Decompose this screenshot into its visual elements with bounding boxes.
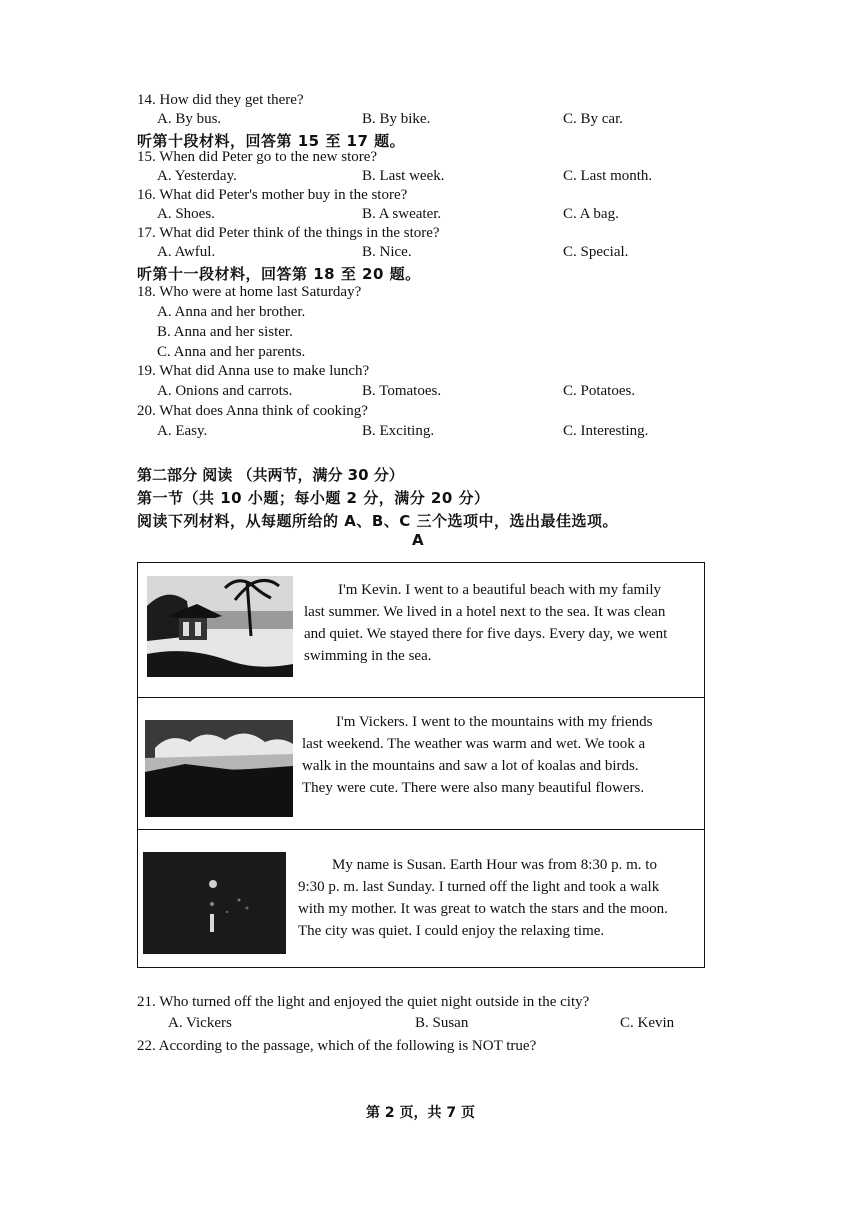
vickers-line-4: They were cute. There were also many beautiful flowers. [302, 780, 645, 796]
q15-option-b: B. Last week. [362, 168, 445, 184]
part-two-heading: 第二部分 阅读 （共两节，满分 30 分） [137, 466, 404, 484]
q16-option-a: A. Shoes. [157, 206, 215, 222]
q15-option-c: C. Last month. [563, 168, 653, 184]
question-20: 20. What does Anna think of cooking? [137, 403, 368, 419]
q18-option-a: A. Anna and her brother. [157, 304, 306, 320]
mountain-photo [145, 720, 293, 817]
kevin-line-1: I'm Kevin. I went to a beautiful beach with my family [338, 582, 662, 598]
q16-option-b: B. A sweater. [362, 206, 442, 222]
section-one-heading: 第一节（共 10 小题；每小题 2 分，满分 20 分） [137, 489, 490, 507]
q14-option-a: A. By bus. [157, 111, 222, 127]
beach-photo [147, 576, 293, 677]
q20-option-a: A. Easy. [157, 423, 208, 439]
question-18: 18. Who were at home last Saturday? [137, 284, 362, 300]
q19-option-b: B. Tomatoes. [362, 383, 442, 399]
question-17: 17. What did Peter think of the things in the store? [137, 225, 440, 241]
question-22: 22. According to the passage, which of the following is NOT true? [137, 1038, 537, 1054]
q17-option-b: B. Nice. [362, 244, 412, 260]
q19-option-a: A. Onions and carrots. [157, 383, 293, 399]
susan-line-2: 9:30 p. m. last Sunday. I turned off the light and took a walk [298, 879, 660, 895]
vickers-line-3: walk in the mountains and saw a lot of koalas and birds. [302, 758, 639, 774]
question-15: 15. When did Peter go to the new store? [137, 149, 378, 165]
vickers-line-2: last weekend. The weather was warm and wet. We took a [302, 736, 646, 752]
passage-row-vickers [138, 697, 704, 829]
q20-option-c: C. Interesting. [563, 423, 649, 439]
vickers-line-1: I'm Vickers. I went to the mountains with my friends [336, 714, 653, 730]
question-21: 21. Who turned off the light and enjoyed the quiet night outside in the city? [137, 994, 590, 1010]
q18-option-c: C. Anna and her parents. [157, 344, 306, 360]
susan-line-4: The city was quiet. I could enjoy the relaxing time. [298, 923, 605, 939]
reading-instruction: 阅读下列材料，从每题所给的 A、B、C 三个选项中，选出最佳选项。 [137, 512, 618, 530]
q21-option-c: C. Kevin [620, 1015, 675, 1031]
q16-option-c: C. A bag. [563, 206, 619, 222]
q17-option-c: C. Special. [563, 244, 629, 260]
kevin-line-3: and quiet. We stayed there for five days. Every day, we went [304, 626, 668, 642]
passage-row-susan [138, 829, 704, 967]
q14-option-c: C. By car. [563, 111, 623, 127]
susan-line-1: My name is Susan. Earth Hour was from 8:30 p. m. to [332, 857, 657, 873]
heading-section-10: 听第十段材料，回答第 15 至 17 题。 [137, 132, 406, 150]
q19-option-c: C. Potatoes. [563, 383, 636, 399]
question-19: 19. What did Anna use to make lunch? [137, 363, 370, 379]
passage-table [137, 562, 705, 968]
question-16: 16. What did Peter's mother buy in the store? [137, 187, 408, 203]
susan-line-3: with my mother. It was great to watch the stars and the moon. [298, 901, 668, 917]
passage-row-kevin [138, 563, 704, 697]
kevin-line-4: swimming in the sea. [304, 648, 432, 664]
q20-option-b: B. Exciting. [362, 423, 435, 439]
q15-option-a: A. Yesterday. [157, 168, 237, 184]
q21-option-a: A. Vickers [168, 1015, 232, 1031]
page-footer: 第 2 页，共 7 页 [366, 1105, 475, 1121]
kevin-line-2: last summer. We lived in a hotel next to the sea. It was clean [304, 604, 666, 620]
question-14: 14. How did they get there? [137, 92, 304, 108]
q18-option-b: B. Anna and her sister. [157, 324, 293, 340]
q14-option-b: B. By bike. [362, 111, 431, 127]
heading-section-11: 听第十一段材料，回答第 18 至 20 题。 [137, 265, 421, 283]
q17-option-a: A. Awful. [157, 244, 216, 260]
q21-option-b: B. Susan [415, 1015, 469, 1031]
passage-label: A [412, 531, 424, 549]
night-photo [143, 852, 286, 954]
